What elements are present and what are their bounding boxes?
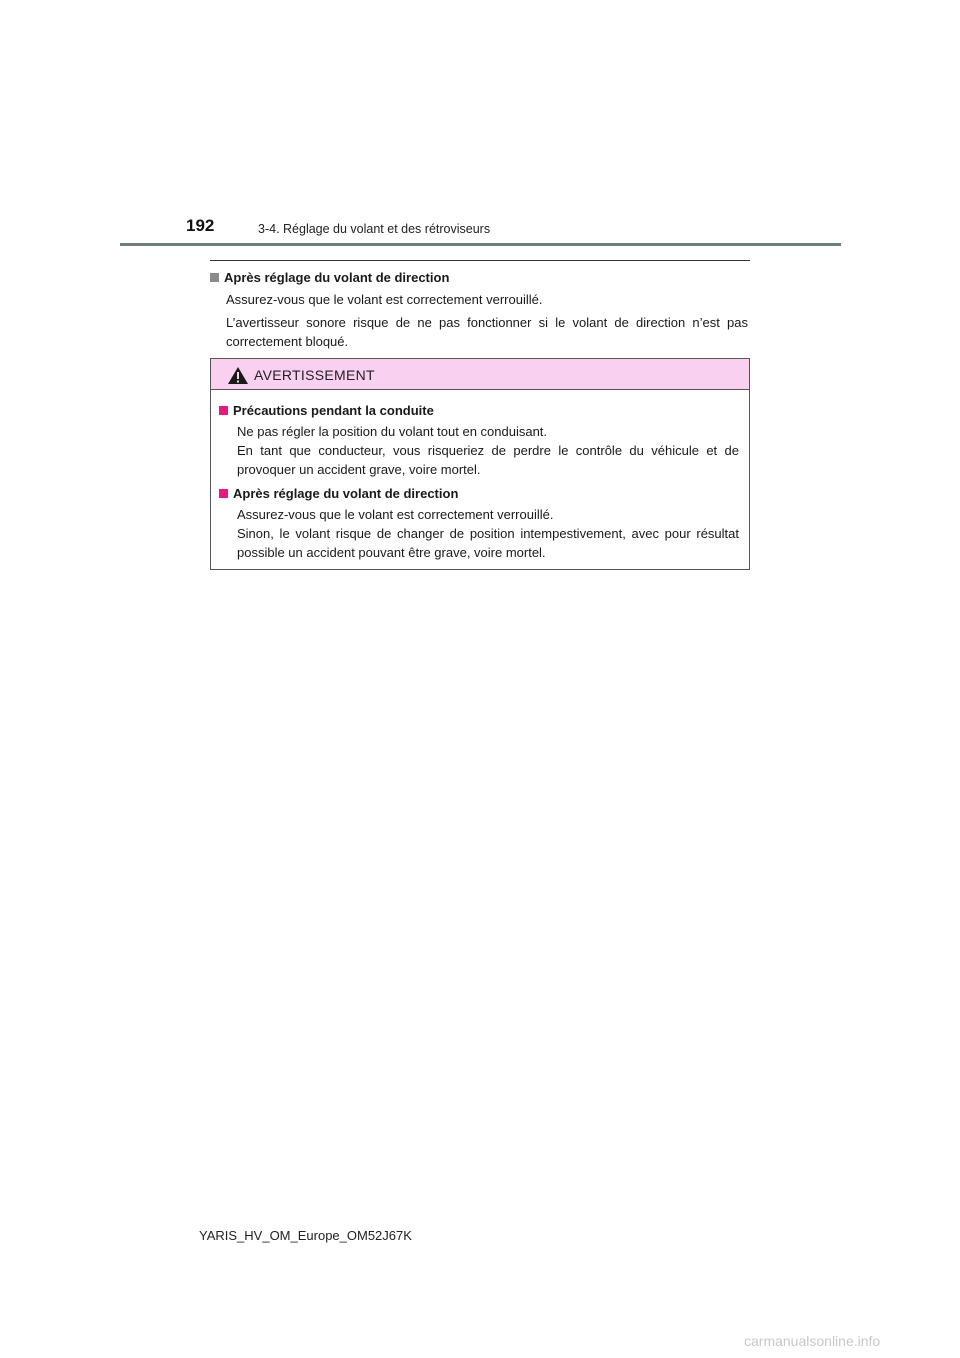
warning-line: Assurez-vous que le volant est correctement verrouillé. [237,507,554,522]
info-block [210,269,748,351]
warning-item-heading [219,402,739,419]
section-divider [210,260,750,261]
warning-box [210,358,750,570]
warning-line: Sinon, le volant risque de changer de position intempestivement, avec pour résultat possible un accident pouvant être grave, voire mortel. [237,526,739,560]
pink-square-bullet-icon [219,489,228,498]
info-heading [210,269,748,286]
warning-item-heading-text: Après réglage du volant de direction [233,486,459,501]
header-rule [120,243,841,246]
warning-line: Ne pas régler la position du volant tout en conduisant. [237,424,548,439]
warning-triangle-icon [227,366,249,390]
info-heading-text: Après réglage du volant de direction [224,270,450,285]
page-number: 192 [186,216,215,235]
grey-square-bullet-icon [210,273,219,282]
pink-square-bullet-icon [219,406,228,415]
warning-item [219,485,739,562]
warning-header [211,359,749,390]
warning-item-heading [219,485,739,502]
watermark: carmanualsonline.info [744,1333,881,1349]
info-paragraph: Assurez-vous que le volant est correctement verrouillé. [226,292,543,307]
warning-line: En tant que conducteur, vous risqueriez de perdre le contrôle du véhicule et de provoquer un accident grave, voire mortel. [237,443,739,477]
warning-body [211,390,749,562]
warning-item [219,402,739,479]
warning-title: AVERTISSEMENT [254,367,375,383]
info-paragraph: L’avertisseur sonore risque de ne pas fonctionner si le volant de direction n’est pas correctement bloqué. [226,315,748,349]
document-code: YARIS_HV_OM_Europe_OM52J67K [199,1228,412,1243]
section-title: 3-4. Réglage du volant et des rétroviseurs [258,222,491,236]
warning-item-heading-text: Précautions pendant la conduite [233,403,434,418]
